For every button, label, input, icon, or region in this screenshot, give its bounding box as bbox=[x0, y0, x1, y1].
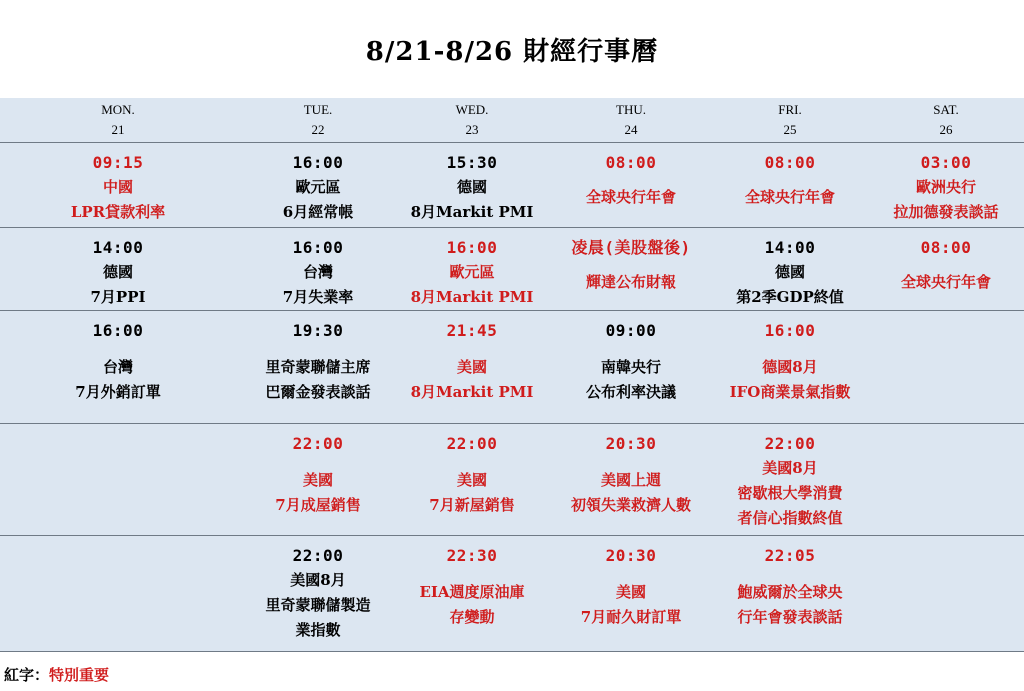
event-line: EIA週度原油庫 bbox=[419, 583, 525, 601]
row-divider bbox=[0, 423, 1024, 424]
event-cell bbox=[546, 543, 716, 630]
page-title: 8/21-8/26 財經行事曆 bbox=[365, 36, 659, 67]
event-line: 7月新屋銷售 bbox=[429, 496, 515, 514]
event-line: 美國 bbox=[615, 583, 646, 601]
event-line: 德國 bbox=[456, 178, 487, 196]
day-header-tue bbox=[268, 98, 368, 142]
event-time: 20:30 bbox=[605, 546, 657, 565]
event-line: 美國 bbox=[456, 358, 487, 376]
event-line: 南韓央行 bbox=[600, 358, 661, 376]
day-date: 26 bbox=[939, 122, 953, 137]
event-line: 里奇蒙聯儲製造 bbox=[265, 596, 371, 614]
event-line: 美國 bbox=[302, 471, 333, 489]
day-date: 23 bbox=[465, 122, 479, 137]
event-time: 22:05 bbox=[764, 546, 816, 565]
event-time: 09:00 bbox=[605, 321, 657, 340]
row-divider bbox=[0, 310, 1024, 311]
event-line: 公布利率決議 bbox=[585, 383, 676, 401]
event-cell bbox=[705, 543, 875, 630]
event-line: 德國 bbox=[774, 263, 805, 281]
calendar-table bbox=[0, 98, 1024, 652]
event-cell bbox=[233, 150, 403, 225]
event-cell bbox=[387, 318, 557, 405]
event-time: 08:00 bbox=[764, 153, 816, 172]
event-cell bbox=[387, 543, 557, 630]
event-time: 21:45 bbox=[446, 321, 498, 340]
event-line: 7月外銷訂單 bbox=[75, 383, 161, 401]
event-line: 初領失業救濟人數 bbox=[570, 496, 691, 514]
day-date: 25 bbox=[783, 122, 797, 137]
event-line: 美國8月 bbox=[290, 571, 346, 589]
day-of-week: SAT. bbox=[933, 102, 959, 117]
day-of-week: THU. bbox=[616, 102, 646, 117]
event-line: 全球央行年會 bbox=[744, 188, 835, 206]
event-line: 德國8月 bbox=[762, 358, 818, 376]
event-time: 16:00 bbox=[292, 238, 344, 257]
event-cell bbox=[387, 235, 557, 310]
event-cell bbox=[861, 150, 1024, 225]
event-cell bbox=[33, 235, 203, 310]
event-time: 16:00 bbox=[92, 321, 144, 340]
day-header-wed bbox=[422, 98, 522, 142]
event-line: 7月耐久財訂單 bbox=[580, 608, 682, 626]
event-line: 台灣 bbox=[302, 263, 333, 281]
event-line: 業指數 bbox=[295, 621, 341, 639]
event-line: 美國8月 bbox=[762, 459, 818, 477]
event-time: 19:30 bbox=[292, 321, 344, 340]
row-divider bbox=[0, 535, 1024, 536]
event-line: 里奇蒙聯儲主席 bbox=[265, 358, 371, 376]
event-line: 美國 bbox=[456, 471, 487, 489]
row-divider bbox=[0, 651, 1024, 652]
day-date: 24 bbox=[624, 122, 638, 137]
event-time: 16:00 bbox=[764, 321, 816, 340]
event-line: 歐元區 bbox=[295, 178, 341, 196]
event-time: 03:00 bbox=[920, 153, 972, 172]
day-header-mon bbox=[68, 98, 168, 142]
day-date: 22 bbox=[311, 122, 325, 137]
event-cell bbox=[861, 235, 1024, 295]
event-line: 中國 bbox=[102, 178, 133, 196]
event-line: 美國上週 bbox=[600, 471, 661, 489]
event-line: LPR貸款利率 bbox=[70, 203, 166, 221]
event-time: 14:00 bbox=[92, 238, 144, 257]
event-cell bbox=[546, 235, 716, 295]
event-line: 6月經常帳 bbox=[282, 203, 354, 221]
legend-emphasis: 特別重要 bbox=[49, 666, 110, 684]
day-of-week: WED. bbox=[455, 102, 489, 117]
event-line: 8月Markit PMI bbox=[410, 288, 534, 306]
row-divider bbox=[0, 227, 1024, 228]
event-cell bbox=[233, 318, 403, 405]
event-line: 存變動 bbox=[449, 608, 495, 626]
event-time: 22:00 bbox=[764, 434, 816, 453]
day-date: 21 bbox=[111, 122, 125, 137]
event-time: 22:00 bbox=[292, 546, 344, 565]
event-line: 德國 bbox=[102, 263, 133, 281]
day-of-week: FRI. bbox=[778, 102, 802, 117]
event-line: 7月成屋銷售 bbox=[275, 496, 361, 514]
event-time: 16:00 bbox=[446, 238, 498, 257]
event-time: 08:00 bbox=[920, 238, 972, 257]
legend-note bbox=[4, 664, 109, 685]
day-of-week: TUE. bbox=[303, 102, 333, 117]
event-line: 8月Markit PMI bbox=[410, 203, 534, 221]
day-header-sat bbox=[896, 98, 996, 142]
event-line: 全球央行年會 bbox=[900, 273, 991, 291]
event-cell bbox=[546, 150, 716, 210]
event-cell bbox=[705, 318, 875, 405]
event-line: 拉加德發表談話 bbox=[893, 203, 999, 221]
event-cell bbox=[233, 543, 403, 643]
event-cell bbox=[33, 150, 203, 225]
event-cell bbox=[546, 431, 716, 518]
event-time: 20:30 bbox=[605, 434, 657, 453]
event-cell bbox=[233, 235, 403, 310]
event-line: 歐洲央行 bbox=[915, 178, 976, 196]
event-line: 7月失業率 bbox=[282, 288, 354, 306]
event-line: 鮑威爾於全球央 bbox=[737, 583, 843, 601]
event-line: 者信心指數終值 bbox=[737, 509, 843, 527]
event-line: 行年會發表談話 bbox=[737, 608, 843, 626]
event-time: 16:00 bbox=[292, 153, 344, 172]
day-of-week: MON. bbox=[101, 102, 135, 117]
event-line: 巴爾金發表談話 bbox=[265, 383, 371, 401]
event-time: 22:00 bbox=[446, 434, 498, 453]
event-cell bbox=[546, 318, 716, 405]
event-line: 輝達公布財報 bbox=[585, 273, 676, 291]
event-cell bbox=[705, 431, 875, 531]
event-cell bbox=[33, 318, 203, 405]
day-header-thu bbox=[581, 98, 681, 142]
event-line: 歐元區 bbox=[449, 263, 495, 281]
event-time: 22:30 bbox=[446, 546, 498, 565]
event-cell bbox=[387, 150, 557, 225]
event-time: 22:00 bbox=[292, 434, 344, 453]
event-time: 15:30 bbox=[446, 153, 498, 172]
row-divider bbox=[0, 142, 1024, 143]
event-line: 全球央行年會 bbox=[585, 188, 676, 206]
event-line: 8月Markit PMI bbox=[410, 383, 534, 401]
event-line: 7月PPI bbox=[90, 288, 146, 306]
event-line: 第2季GDP終值 bbox=[736, 288, 844, 306]
event-cell bbox=[387, 431, 557, 518]
event-cell bbox=[705, 150, 875, 210]
event-line: IFO商業景氣指數 bbox=[729, 383, 851, 401]
event-cell bbox=[233, 431, 403, 518]
event-time: 08:00 bbox=[605, 153, 657, 172]
event-time: 09:15 bbox=[92, 153, 144, 172]
event-cell bbox=[705, 235, 875, 310]
event-line: 密歇根大學消費 bbox=[737, 484, 843, 502]
event-time: 14:00 bbox=[764, 238, 816, 257]
day-header-fri bbox=[740, 98, 840, 142]
legend-prefix: 紅字： bbox=[4, 666, 50, 684]
event-time: 凌晨(美股盤後) bbox=[571, 238, 691, 257]
event-line: 台灣 bbox=[102, 358, 133, 376]
